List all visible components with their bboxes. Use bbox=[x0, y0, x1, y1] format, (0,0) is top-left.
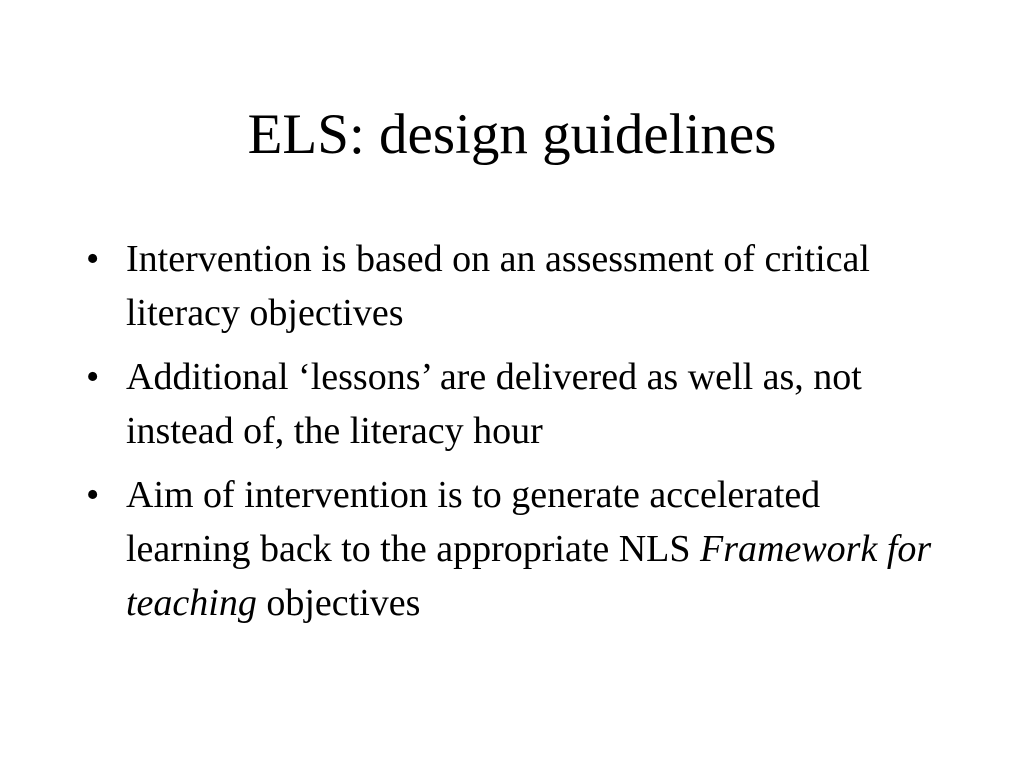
bullet-marker: • bbox=[86, 474, 100, 516]
bullet-text-italic: Framework for teaching bbox=[126, 528, 932, 624]
bullet-list bbox=[86, 232, 946, 640]
bullet-item bbox=[86, 350, 946, 458]
bullet-text: Additional ‘lessons’ are delivered as well as, not instead of, the literacy hour bbox=[126, 356, 862, 452]
bullet-text-after: objectives bbox=[256, 582, 421, 624]
slide-title: ELS: design guidelines bbox=[247, 103, 777, 166]
bullet-text-before: Aim of intervention is to generate accelerated learning back to the appropriate NLS bbox=[126, 474, 821, 570]
bullet-item bbox=[86, 232, 946, 340]
bullet-item bbox=[86, 468, 946, 630]
bullet-marker: • bbox=[86, 238, 100, 280]
bullet-marker: • bbox=[86, 356, 100, 398]
bullet-text: Intervention is based on an assessment of critical literacy objectives bbox=[126, 238, 870, 334]
